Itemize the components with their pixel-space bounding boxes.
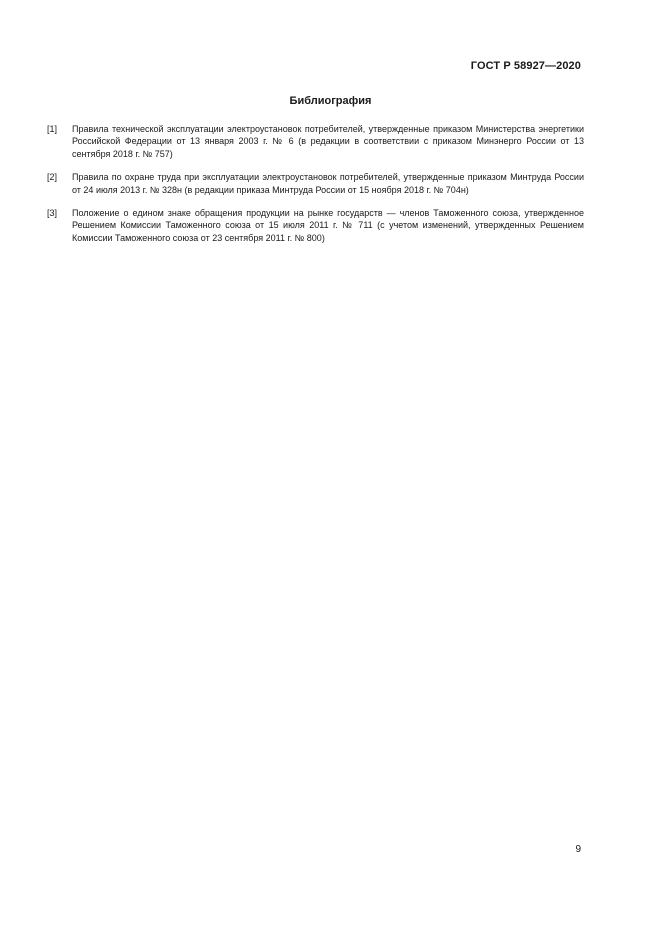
bibliography-item-number: [2]: [47, 172, 58, 183]
document-code: ГОСТ Р 58927—2020: [470, 60, 581, 72]
bibliography-item-text: Правила технической эксплуатации электроустановок потребителей, утвержденные приказом Министерства энергетики Российской Федерации от 13 января 2003 г. № 6 (в редакции в соответствии с приказом Минэнерго России от 13 сентября 2018 г. № 757): [72, 124, 584, 159]
bibliography-list: [47, 123, 584, 255]
bibliography-item: [47, 123, 584, 160]
bibliography-item: [47, 207, 584, 244]
bibliography-item-text: Положение о едином знаке обращения продукции на рынке государств — членов Таможенного союза, утвержденное Решением Комиссии Таможенного союза от 15 июля 2011 г. № 711 (с учетом изменений, утвержденных Решением Комиссии Таможенного союза от 23 сентября 2011 г. № 800): [72, 208, 584, 243]
bibliography-title: Библиография: [289, 95, 372, 107]
bibliography-item-number: [3]: [47, 208, 58, 219]
page-number: 9: [575, 844, 581, 855]
bibliography-item-number: [1]: [47, 124, 58, 134]
bibliography-item-text: Правила по охране труда при эксплуатации электроустановок потребителей, утвержденные приказом Минтруда России от 24 июля 2013 г. № 328н (в редакции приказа Минтруда России от 15 ноября 2018 г. № 704н): [72, 172, 584, 195]
bibliography-item: [47, 171, 584, 196]
